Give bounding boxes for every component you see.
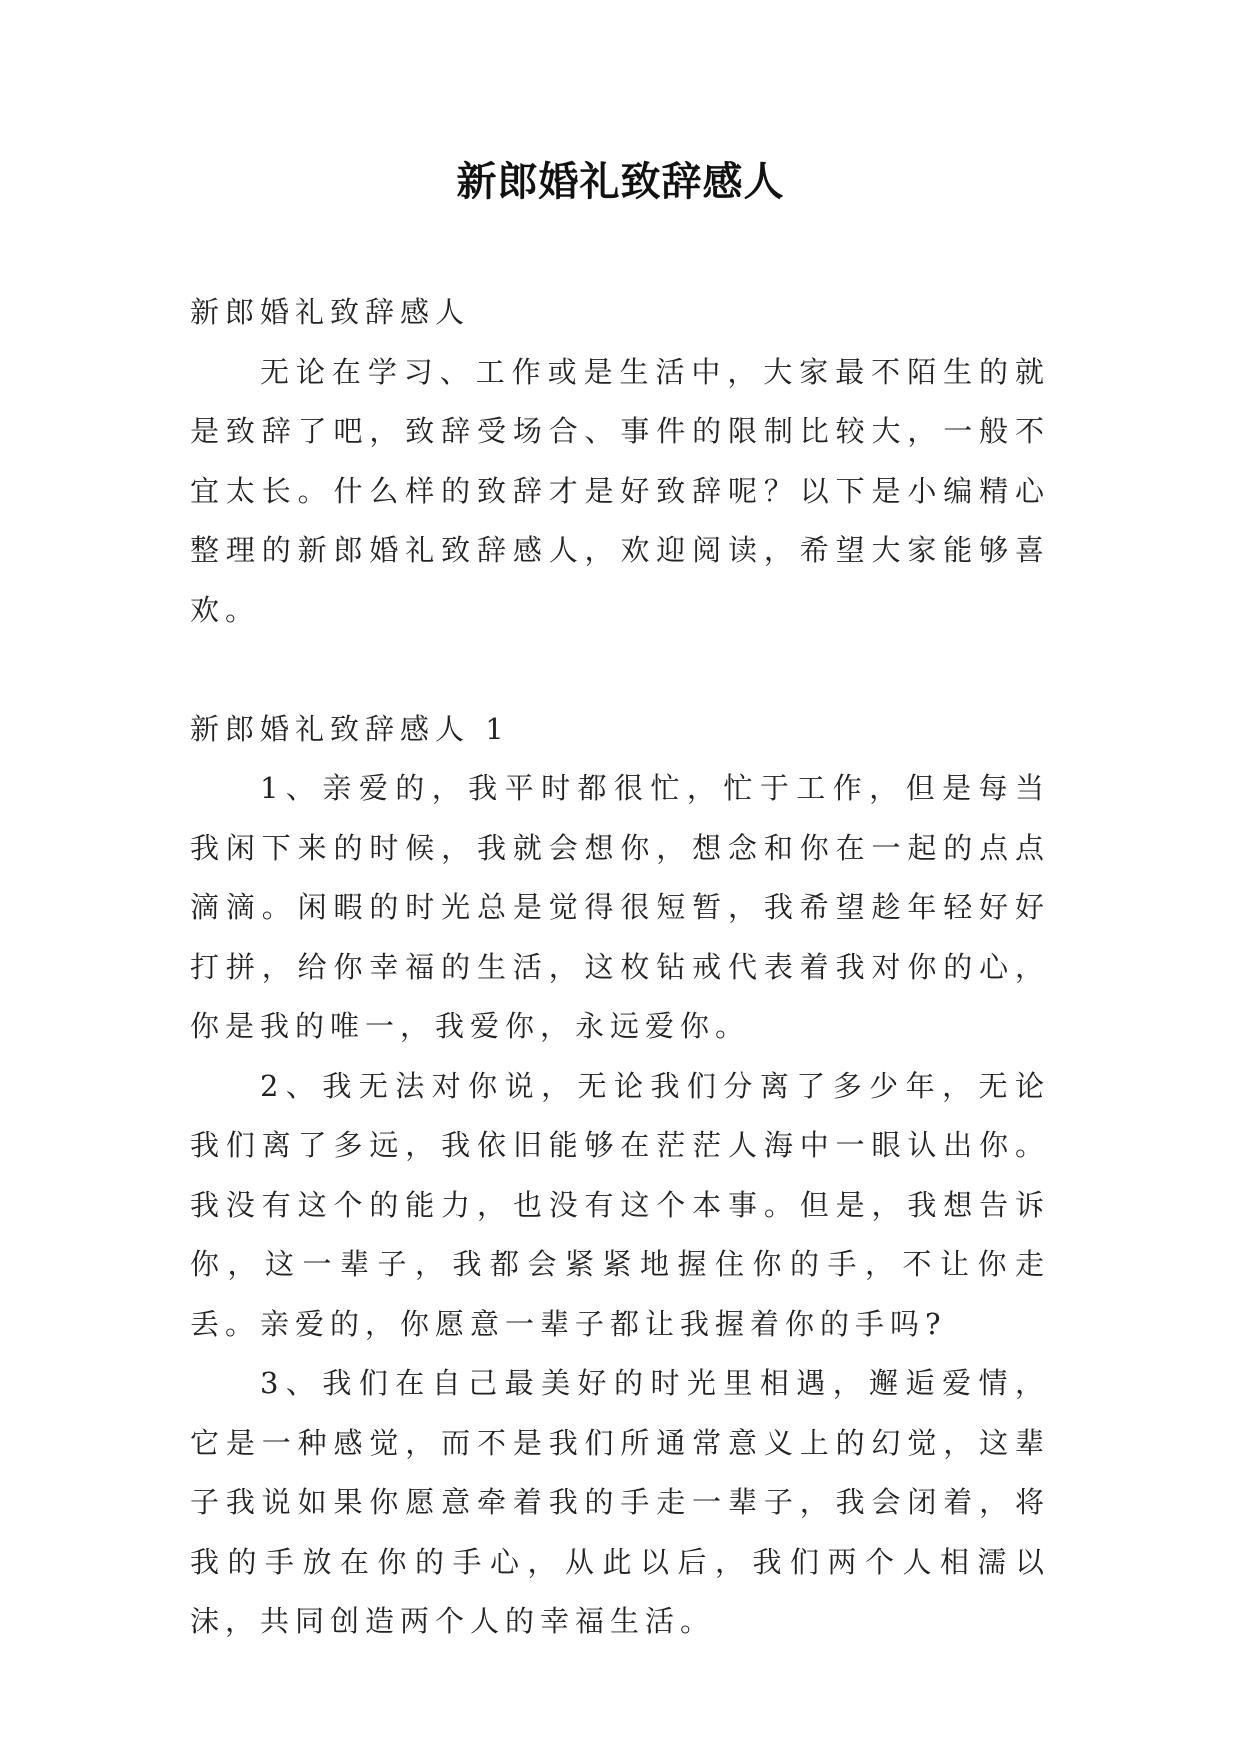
- document-subtitle: 新郎婚礼致辞感人: [190, 295, 471, 329]
- page-title: 新郎婚礼致辞感人: [456, 158, 785, 205]
- intro-paragraph: 无论在学习、工作或是生活中，大家最不陌生的就是致辞了吧，致辞受场合、事件的限制比较大，一般不宜太长。什么样的致辞才是好致辞呢？以下是小编精心整理的新郎婚礼致辞感人，欢迎阅读，希望大家能够喜欢。: [190, 354, 1050, 627]
- paragraph-spacer: [190, 640, 1050, 700]
- body-paragraph-1: 1、亲爱的，我平时都很忙，忙于工作，但是每当我闲下来的时候，我就会想你，想念和你在一起的点点滴滴。闲暇的时光总是觉得很短暂，我希望趁年轻好好打拼，给你幸福的生活，这枚钻戒代表着我对你的心，你是我的唯一，我爱你，永远爱你。: [190, 771, 1050, 1043]
- section-heading: 新郎婚礼致辞感人 1: [190, 711, 510, 746]
- body-paragraph-2: 2、我无法对你说，无论我们分离了多少年，无论我们离了多远，我依旧能够在茫茫人海中一眼认出你。我没有这个的能力，也没有这个本事。但是，我想告诉你，这一辈子，我都会紧紧地握住你的手，不让你走丢。亲爱的，你愿意一辈子都让我握着你的手吗?: [190, 1068, 1050, 1341]
- document-body: [190, 283, 1050, 1652]
- body-paragraph-3: 3、我们在自己最美好的时光里相遇，邂逅爱情，它是一种感觉，而不是我们所通常意义上的幻觉，这辈子我说如果你愿意牵着我的手走一辈子，我会闭着，将我的手放在你的手心，从此以后，我们两个人相濡以沫，共同创造两个人的幸福生活。: [190, 1366, 1050, 1638]
